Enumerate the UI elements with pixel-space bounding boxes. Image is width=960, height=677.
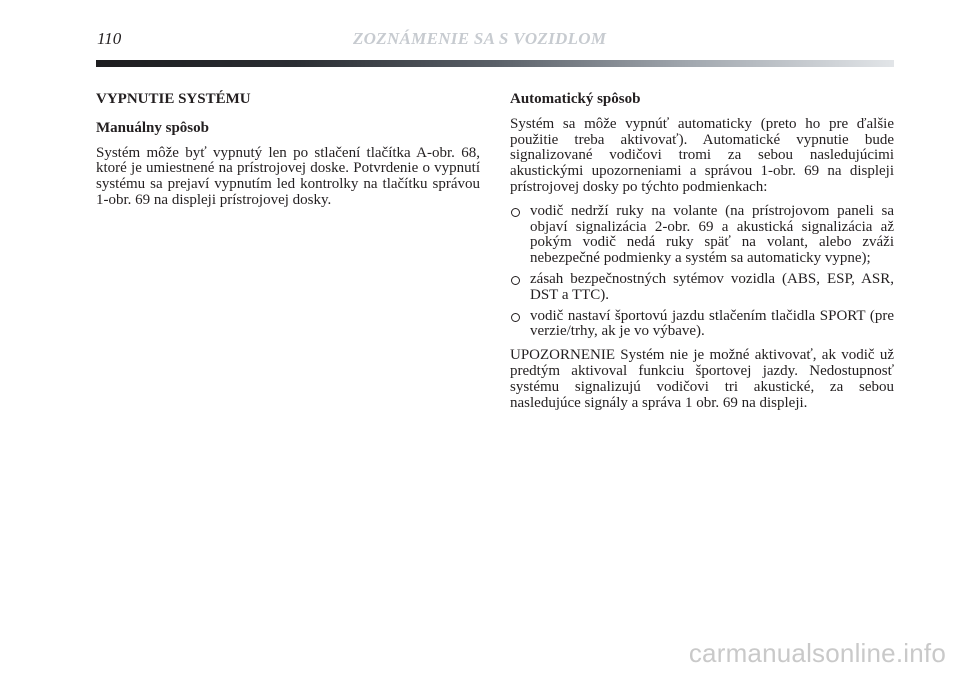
list-item-text: vodič nastaví športovú jazdu stlačením tlačidla SPORT (pre verzie/trhy, ak je vo výbave). <box>530 307 894 340</box>
header-rule <box>96 60 894 67</box>
chapter-title: ZOZNÁMENIE SA S VOZIDLOM <box>353 29 607 48</box>
list-item <box>510 309 894 341</box>
automatic-mode-subheading: Automatický spôsob <box>510 91 641 107</box>
list-item-text: zásah bezpečnostných sytémov vozidla (ABS, ESP, ASR, DST a TTC). <box>530 270 894 303</box>
list-item <box>510 272 894 304</box>
hollow-circle-bullet-icon <box>511 208 520 217</box>
left-column <box>96 92 480 217</box>
conditions-list <box>510 204 894 340</box>
manual-mode-subheading: Manuálny spôsob <box>96 119 209 136</box>
automatic-mode-paragraph: Systém sa môže vypnúť automaticky (preto ho pre ďalšie použitie treba aktivovať). Automatické vypnutie bude signalizované vodičovi tromi za sebou nasledujúcimi akustickými upozorneniami a správou 1-obr. 69 na displeji prístrojovej dosky po týchto podmienkach: <box>510 115 894 195</box>
manual-mode-paragraph: Systém môže byť vypnutý len po stlačení tlačítka A-obr. 68, ktoré je umiestnené na prístrojovej doske. Potvrdenie o vypnutí systému sa prejaví vypnutím led kontrolky na tlačítku správou 1-obr. 69 na displeji prístrojovej dosky. <box>96 144 480 208</box>
watermark: carmanualsonline.info <box>688 638 946 668</box>
list-item <box>510 204 894 267</box>
hollow-circle-bullet-icon <box>511 276 520 285</box>
section-heading: VYPNUTIE SYSTÉMU <box>96 91 251 107</box>
warning-paragraph: UPOZORNENIE Systém nie je možné aktivovať, ak vodič už predtým aktivoval funkciu športovej jazdy. Nedostupnosť systému signalizujú vodičovi tri akustické, za sebou nasledujúce signály a správa 1 obr. 69 na displeji. <box>510 347 894 411</box>
list-item-text: vodič nedrží ruky na volante (na prístrojovom paneli sa objaví signalizácia 2-obr. 69 a akustická signalizácia až pokým vodič nedá ruky späť na volant, alebo zváži nebezpečné podmienky a systém sa automaticky vypne); <box>530 202 894 267</box>
right-column <box>510 92 894 419</box>
page-number: 110 <box>97 29 122 48</box>
hollow-circle-bullet-icon <box>511 313 520 322</box>
